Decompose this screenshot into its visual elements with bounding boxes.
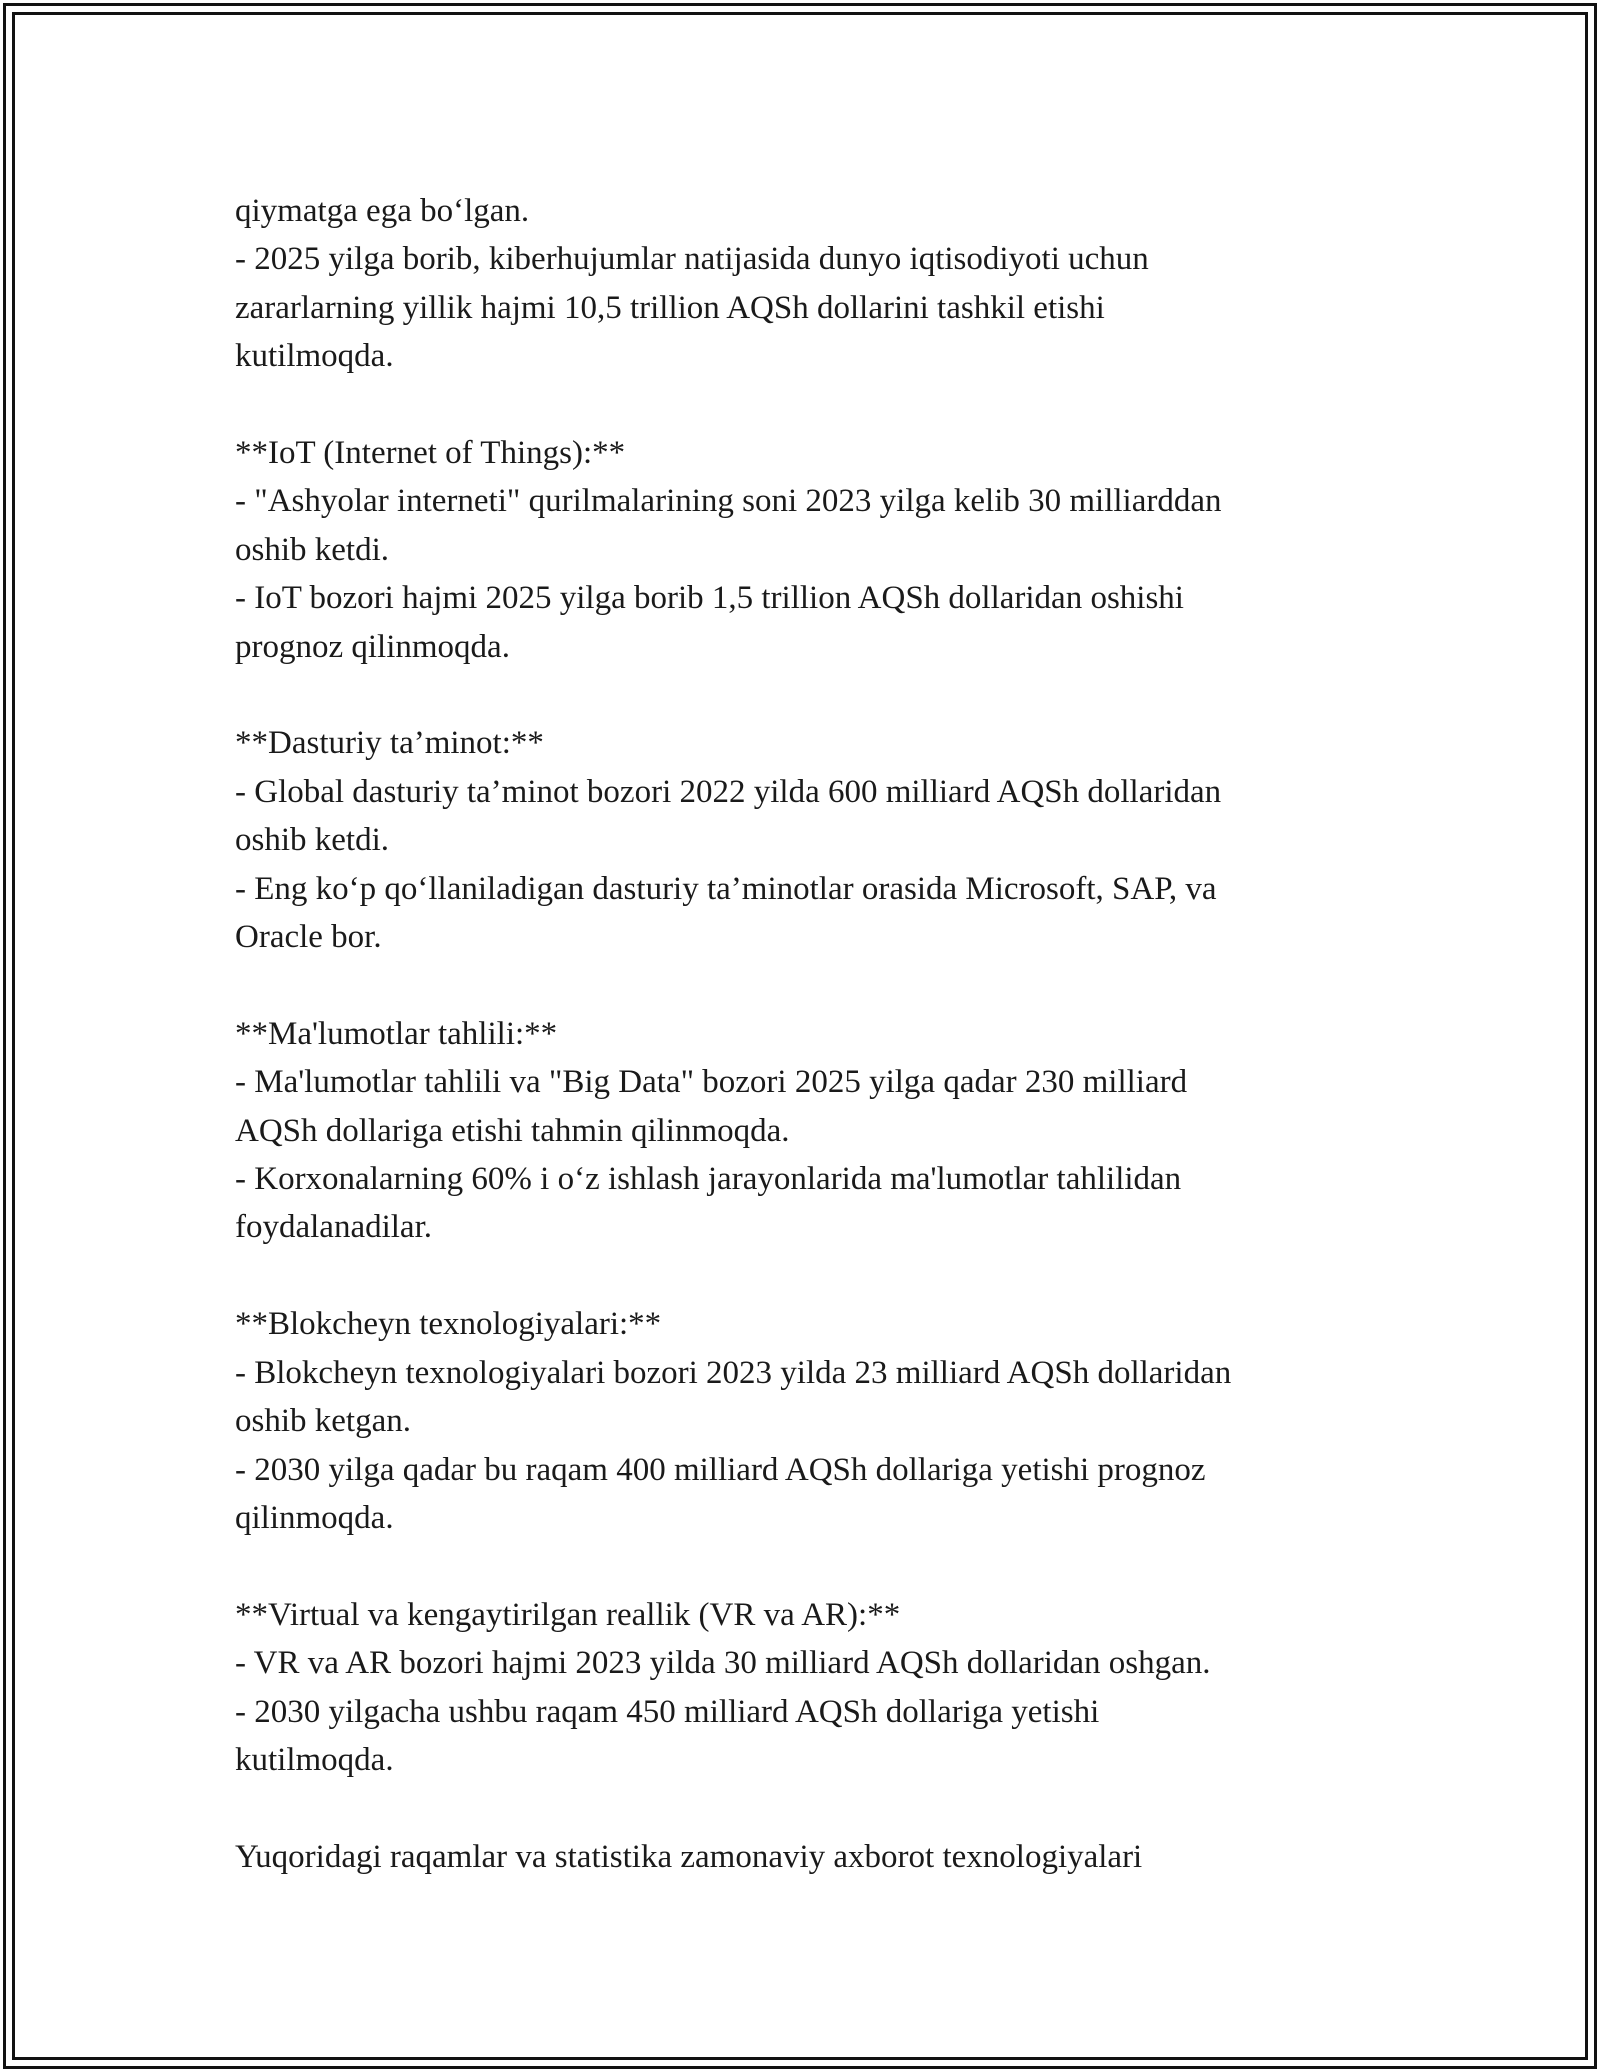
text-line: - Korxonalarning 60% i o‘z ishlash jarayonlarida ma'lumotlar tahlilidan [235, 1161, 1182, 1198]
paragraph-gap [235, 961, 1385, 1009]
text-line: - VR va AR bozori hajmi 2023 yilda 30 milliard AQSh dollaridan oshgan. [235, 1645, 1211, 1682]
paragraph-gap [235, 1252, 1385, 1300]
section-heading-iot: **IoT (Internet of Things):** [235, 435, 626, 472]
text-line: - "Ashyolar interneti" qurilmalarining soni 2023 yilga kelib 30 milliarddan [235, 483, 1222, 520]
section-heading-vr-ar: **Virtual va kengaytirilgan reallik (VR va AR):** [235, 1596, 901, 1633]
document-body [235, 187, 1385, 1881]
text-line: foydalanadilar. [235, 1209, 433, 1246]
text-line: zararlarning yillik hajmi 10,5 trillion AQSh dollarini tashkil etishi [235, 289, 1105, 326]
text-line: oshib ketdi. [235, 531, 389, 568]
text-line: oshib ketdi. [235, 822, 389, 859]
text-line: prognoz qilinmoqda. [235, 628, 510, 665]
section-heading-software: **Dasturiy ta’minot:** [235, 725, 544, 762]
section-heading-blockchain: **Blokcheyn texnologiyalari:** [235, 1306, 662, 1343]
text-line: qiymatga ega bo‘lgan. [235, 193, 530, 229]
text-line: kutilmoqda. [235, 338, 394, 375]
text-line: oshib ketgan. [235, 1403, 411, 1440]
section-heading-data-analysis: **Ma'lumotlar tahlili:** [235, 1015, 558, 1052]
text-line: kutilmoqda. [235, 1741, 394, 1778]
text-line: - 2030 yilgacha ushbu raqam 450 milliard AQSh dollariga yetishi [235, 1693, 1100, 1730]
text-line: - Global dasturiy ta’minot bozori 2022 yilda 600 milliard AQSh dollaridan [235, 773, 1222, 810]
text-line: AQSh dollariga etishi tahmin qilinmoqda. [235, 1112, 790, 1149]
closing-line: Yuqoridagi raqamlar va statistika zamonaviy axborot texnologiyalari [235, 1838, 1143, 1875]
paragraph-gap [235, 1784, 1385, 1832]
text-line: Oracle bor. [235, 919, 382, 956]
text-line: - 2025 yilga borib, kiberhujumlar natijasida dunyo iqtisodiyoti uchun [235, 241, 1149, 278]
text-line: - Ma'lumotlar tahlili va "Big Data" bozori 2025 yilga qadar 230 milliard [235, 1064, 1188, 1101]
text-line: - Eng ko‘p qo‘llaniladigan dasturiy ta’minotlar orasida Microsoft, SAP, va [235, 870, 1217, 907]
text-line: - Blokcheyn texnologiyalari bozori 2023 yilda 23 milliard AQSh dollaridan [235, 1354, 1232, 1391]
paragraph-gap [235, 1542, 1385, 1590]
text-line: - IoT bozori hajmi 2025 yilga borib 1,5 trillion AQSh dollaridan oshishi [235, 580, 1184, 617]
text-line: qilinmoqda. [235, 1499, 394, 1536]
paragraph-gap [235, 671, 1385, 719]
text-line: - 2030 yilga qadar bu raqam 400 milliard AQSh dollariga yetishi prognoz [235, 1451, 1206, 1488]
paragraph-gap [235, 381, 1385, 429]
